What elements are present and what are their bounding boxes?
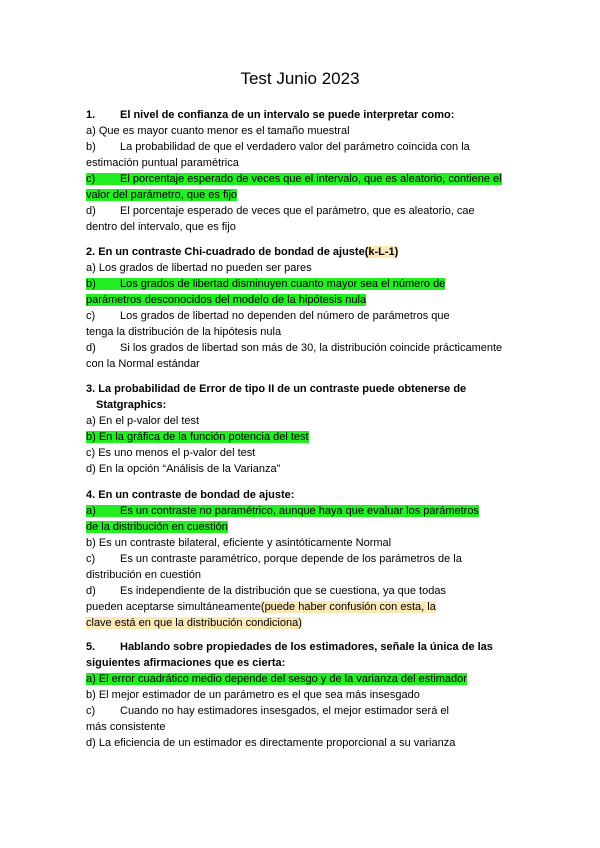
q3-option-d: d) En la opción “Análisis de la Varianza” — [86, 463, 281, 475]
q5-option-d: d) La eficiencia de un estimador es directamente proporcional a su varianza — [86, 737, 456, 749]
question-5-text-line1: 5. Hablando sobre propiedades de los estimadores, señale la única de las — [86, 641, 493, 653]
q4-option-d-cont: pueden aceptarse simultáneamente(puede haber confusión con esta, la — [86, 601, 436, 613]
q4-note: (puede haber confusión con esta, la — [260, 601, 436, 613]
q4-option-c-cont: distribución en cuestión — [86, 569, 201, 581]
question-2-note: (k-L-1) — [364, 246, 399, 258]
q5-option-a-correct: a) El error cuadrático medio depende del sesgo y de la varianza del estimador — [86, 673, 467, 685]
page-title: Test Junio 2023 — [240, 69, 360, 88]
q2-option-d-cont: con la Normal estándar — [86, 358, 200, 370]
q4-option-c: c) Es un contraste paramétrico, porque depende de los parámetros de la — [86, 553, 462, 565]
question-3-text: 3. La probabilidad de Error de tipo II de un contraste puede obtenerse de Statgraphics: — [86, 383, 467, 411]
q2-option-d: d) Si los grados de libertad son más de 30, la distribución coincide prácticamente — [86, 342, 503, 354]
q3-option-b-correct: b) En la gráfica de la función potencia del test — [86, 431, 309, 443]
question-5-text-line2: siguientes afirmaciones que es cierta: — [86, 657, 286, 669]
question-1 — [86, 107, 526, 235]
question-3 — [86, 381, 526, 477]
question-2 — [86, 244, 526, 372]
question-4 — [86, 487, 526, 631]
q1-option-a: a) Que es mayor cuanto menor es el tamaño muestral — [86, 125, 350, 137]
q2-option-c-cont: tenga la distribución de la hipótesis nula — [86, 326, 282, 338]
q4-option-a-correct: a) Es un contraste no paramétrico, aunque haya que evaluar los parámetros — [86, 505, 479, 517]
q2-option-b-correct: b) Los grados de libertad disminuyen cuanto mayor sea el número de — [86, 278, 446, 290]
q4-option-d-note-cont: clave está en que la distribución condiciona) — [86, 617, 302, 629]
q1-option-b: b) La probabilidad de que el verdadero valor del parámetro coincida con la — [86, 141, 470, 153]
q1-option-c-cont: valor del parámetro, que es fijo — [86, 189, 238, 201]
q4-option-a-cont: de la distribución en cuestión — [86, 521, 228, 533]
q3-option-c: c) Es uno menos el p-valor del test — [86, 447, 256, 459]
question-5 — [86, 639, 526, 751]
q2-option-b-cont: parámetros desconocidos del modelo de la hipótesis nula — [86, 294, 367, 306]
q1-option-d: d) El porcentaje esperado de veces que el parámetro, que es aleatorio, cae — [86, 205, 475, 217]
q5-option-c: c) Cuando no hay estimadores insesgados, el mejor estimador será el — [86, 705, 449, 717]
q4-option-d: d) Es independiente de la distribución que se cuestiona, ya que todas — [86, 585, 446, 597]
q2-option-a: a) Los grados de libertad no pueden ser pares — [86, 262, 312, 274]
q5-option-b: b) El mejor estimador de un parámetro es el que sea más insesgado — [86, 689, 420, 701]
q4-option-b: b) Es un contraste bilateral, eficiente y asintóticamente Normal — [86, 537, 392, 549]
q2-option-c: c) Los grados de libertad no dependen del número de parámetros que — [86, 310, 450, 322]
q5-option-c-cont: más consistente — [86, 721, 166, 733]
q1-option-c-correct: c) El porcentaje esperado de veces que el intervalo, que es aleatorio, contiene el — [86, 173, 502, 185]
q1-option-d-cont: dentro del intervalo, que es fijo — [86, 221, 236, 233]
question-1-text: 1. El nivel de confianza de un intervalo se puede interpretar como: — [86, 109, 455, 121]
question-4-text: 4. En un contraste de bondad de ajuste: — [86, 489, 295, 501]
q3-option-a: a) En el p-valor del test — [86, 415, 200, 427]
question-2-text: 2. En un contraste Chi-cuadrado de bondad de ajuste(k-L-1) — [86, 246, 399, 258]
q1-option-b-cont: estimación puntual paramétrica — [86, 157, 239, 169]
